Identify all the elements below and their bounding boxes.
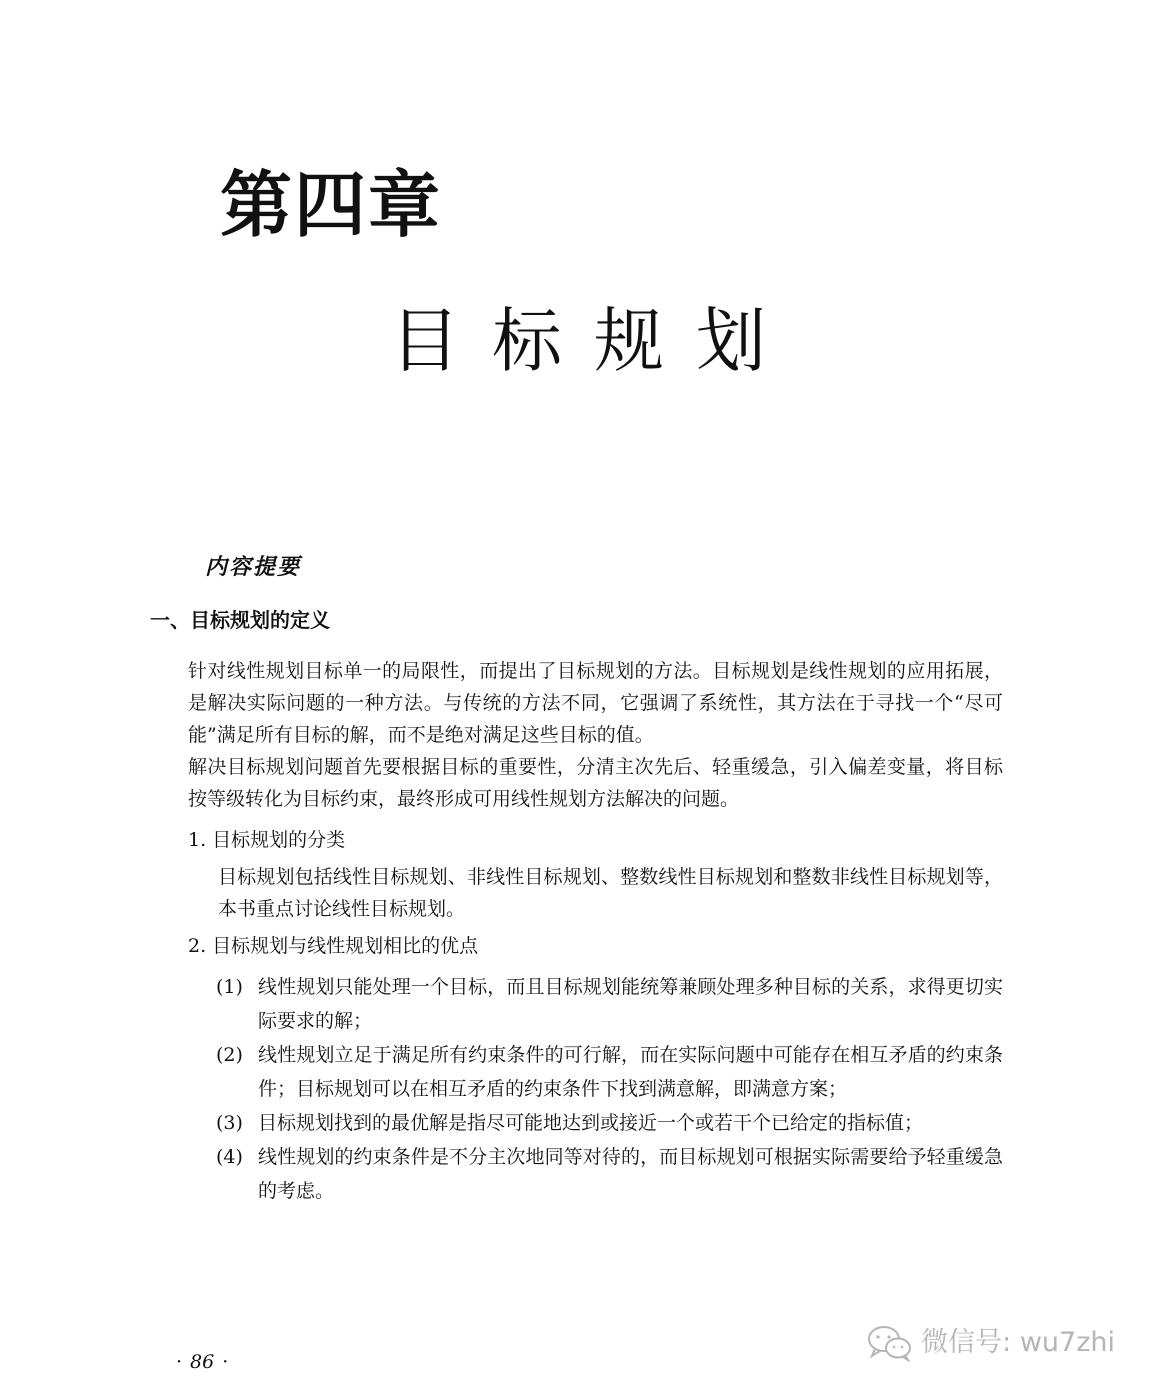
subsection-title: 目标规划与线性规划相比的优点 (212, 935, 479, 957)
wechat-icon (867, 1324, 913, 1362)
list-item (216, 1106, 1003, 1140)
list-item-text: 目标规划找到的最优解是指尽可能地达到或接近一个或若干个已给定的指标值； (258, 1112, 924, 1134)
list-item (216, 970, 1003, 1038)
chapter-number: 第四章 (220, 163, 443, 247)
subsection-body-classification: 目标规划包括线性目标规划、非线性目标规划、整数线性目标规划和整数非线性目标规划等，本书重点讨论线性目标规划。 (218, 866, 1003, 920)
list-item-text: 线性规划立足于满足所有约束条件的可行解，而在实际问题中可能存在相互矛盾的约束条件；目标规划可以在相互矛盾的约束条件下找到满意解，即满意方案； (258, 1044, 1003, 1100)
subsection-heading-classification (188, 825, 345, 855)
subsection-title: 目标规划的分类 (212, 829, 346, 851)
page-number (168, 1348, 236, 1376)
subsection-heading-advantages (188, 931, 478, 961)
list-item-text: 线性规划只能处理一个目标，而且目标规划能统筹兼顾处理多种目标的关系，求得更切实际要求的解； (258, 976, 1003, 1032)
page-number-dot-left: · (176, 1351, 183, 1373)
list-item (216, 1140, 1003, 1208)
page-number-value: 86 (190, 1351, 215, 1373)
section-intro (188, 655, 1003, 815)
list-marker: (1) (216, 976, 243, 998)
list-item-text: 线性规划的约束条件是不分主次地同等对待的，而目标规划可根据实际需要给予轻重缓急的考虑。 (258, 1146, 1003, 1202)
chapter-title: 目标规划 (390, 300, 798, 382)
intro-paragraph-1: 针对线性规划目标单一的局限性，而提出了目标规划的方法。目标规划是线性规划的应用拓展，是解决实际问题的一种方法。与传统的方法不同，它强调了系统性，其方法在于寻找一个“尽可能”满足所有目标的解，而不是绝对满足这些目标的值。 (188, 660, 1003, 746)
watermark (867, 1323, 1115, 1363)
subsection-number: 1. (188, 829, 207, 851)
intro-paragraph-2: 解决目标规划问题首先要根据目标的重要性，分清主次先后、轻重缓急，引入偏差变量，将目标按等级转化为目标约束，最终形成可用线性规划方法解决的问题。 (188, 756, 1003, 810)
list-item (216, 1038, 1003, 1106)
list-marker: (2) (216, 1044, 243, 1066)
page-number-dot-right: · (222, 1351, 229, 1373)
section-heading: 一、目标规划的定义 (150, 608, 330, 632)
watermark-text: 微信号: wu7zhi (921, 1327, 1115, 1358)
summary-heading: 内容提要 (205, 555, 302, 580)
list-marker: (4) (216, 1146, 243, 1168)
advantages-list (216, 970, 1003, 1208)
list-marker: (3) (216, 1112, 243, 1134)
subsection-number: 2. (188, 935, 207, 957)
